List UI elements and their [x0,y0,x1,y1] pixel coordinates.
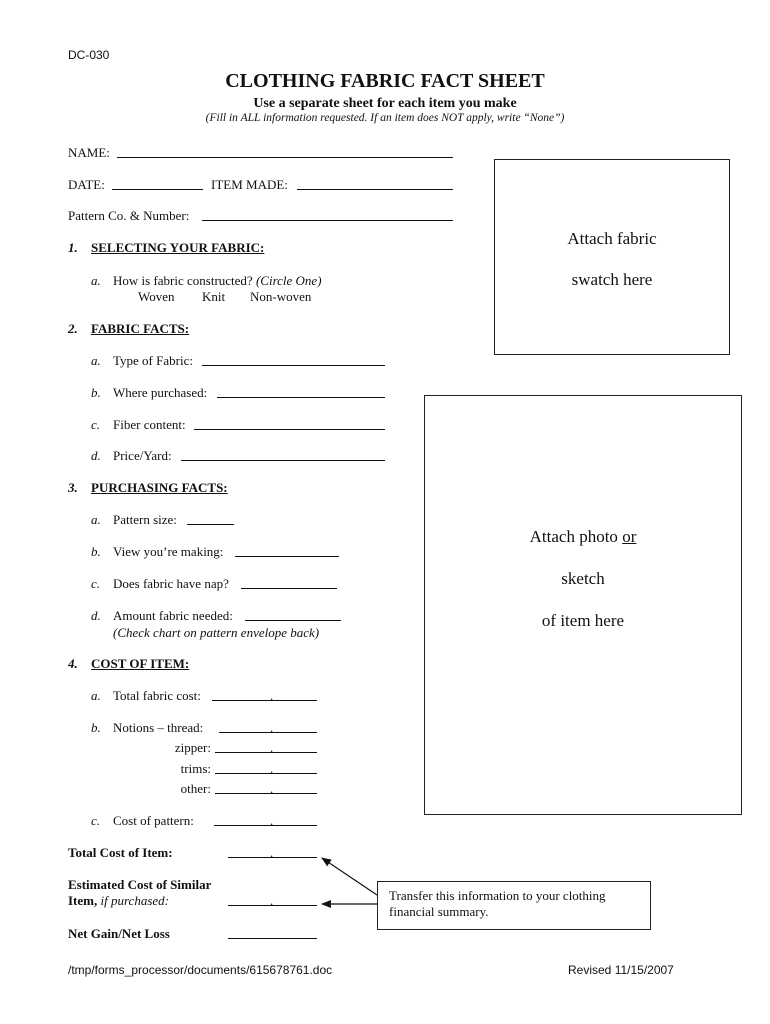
section1-number: 1. [68,240,78,255]
option-non-woven[interactable]: Non-woven [250,289,312,304]
view-label: View you’re making: [113,544,224,559]
price-yard-label: Price/Yard: [113,448,172,463]
section3-c-letter: c. [91,576,101,591]
transfer-note-line2: financial summary. [389,904,489,919]
section3-title: PURCHASING FACTS: [91,480,228,495]
photo-box-line1-or: or [622,527,637,546]
notions-thread-label: Notions – thread: [113,720,204,735]
date-label: DATE: [68,177,105,192]
estimated-cost-label-line1: Estimated Cost of Similar [68,877,212,892]
decimal-point: . [270,813,274,828]
transfer-note-line1: Transfer this information to your clothing [389,888,606,903]
decimal-point: . [270,688,274,703]
photo-box-line1-text: Attach photo [529,527,623,546]
decimal-point: . [270,893,274,908]
section3-number: 3. [68,480,78,495]
section1-title: SELECTING YOUR FABRIC: [91,240,265,255]
form-id: DC-030 [68,48,110,62]
option-woven[interactable]: Woven [138,289,175,304]
total-fabric-cost-label: Total fabric cost: [113,688,201,703]
photo-box-line2: sketch [561,569,605,588]
arrow-to-total-cost [322,858,377,895]
decimal-point: . [270,781,274,796]
footer-revised: Revised 11/15/2007 [568,963,674,977]
fiber-content-label: Fiber content: [113,417,186,432]
zipper-label: zipper: [174,740,211,755]
section4-title: COST OF ITEM: [91,656,190,671]
decimal-point: . [270,720,274,735]
footer-path: /tmp/forms_processor/documents/615678761.doc [68,963,333,977]
total-cost-label: Total Cost of Item: [68,845,173,860]
item-made-label: ITEM MADE: [211,177,288,192]
section4-c-letter: c. [91,813,101,828]
photo-box-line3: of item here [541,611,625,630]
section2-d-letter: d. [91,448,101,463]
section1-a-note: (Circle One) [255,273,322,288]
page-instructions: (Fill in ALL information requested. If an item does NOT apply, write “None”) [205,112,565,124]
amount-fabric-label: Amount fabric needed: [113,608,233,623]
section2-number: 2. [68,321,78,336]
decimal-point: . [270,845,274,860]
swatch-box-line1: Attach fabric [567,229,657,248]
section3-a-letter: a. [91,512,101,527]
amount-fabric-note: (Check chart on pattern envelope back) [113,625,320,640]
section1-a-letter: a. [91,273,101,288]
pattern-label: Pattern Co. & Number: [68,208,190,223]
nap-label: Does fabric have nap? [113,576,229,591]
section2-b-letter: b. [91,385,101,400]
decimal-point: . [270,740,274,755]
page-title: CLOTHING FABRIC FACT SHEET [225,70,545,92]
name-label: NAME: [68,145,110,160]
decimal-point: . [270,761,274,776]
section2-a-letter: a. [91,353,101,368]
pattern-size-label: Pattern size: [113,512,177,527]
swatch-box-line2: swatch here [571,270,653,289]
trims-label: trims: [180,761,211,776]
section4-number: 4. [68,656,78,671]
section3-d-letter: d. [91,608,101,623]
section2-c-letter: c. [91,417,101,432]
section2-title: FABRIC FACTS: [91,321,190,336]
section3-b-letter: b. [91,544,101,559]
net-gain-loss-label: Net Gain/Net Loss [68,926,170,941]
other-label: other: [180,781,211,796]
page-subtitle: Use a separate sheet for each item you make [253,96,517,111]
cost-of-pattern-label: Cost of pattern: [113,813,194,828]
section1-a-question: How is fabric constructed? [113,273,253,288]
section4-b-letter: b. [91,720,101,735]
where-purchased-label: Where purchased: [113,385,208,400]
estimated-cost-label-note: if purchased: [100,893,169,908]
estimated-cost-label-line2: Item, [68,893,98,908]
section4-a-letter: a. [91,688,101,703]
type-of-fabric-label: Type of Fabric: [113,353,193,368]
option-knit[interactable]: Knit [202,289,226,304]
